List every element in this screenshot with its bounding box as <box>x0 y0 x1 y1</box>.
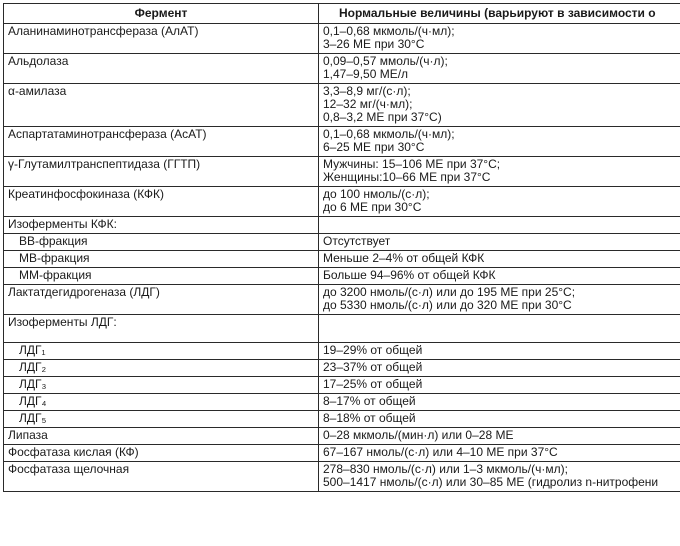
normal-value-cell <box>319 428 680 445</box>
normal-value-line: до 5330 нмоль/(с·л) или до 320 МЕ при 30°С <box>323 298 572 312</box>
normal-value-cell <box>319 187 680 217</box>
normal-value-line: 1,47–9,50 МЕ/л <box>323 67 409 81</box>
enzyme-name-cell: Липаза <box>4 428 319 445</box>
enzyme-name-cell: МВ-фракция <box>4 251 319 268</box>
normal-value-line: Меньше 2–4% от общей КФК <box>323 251 485 265</box>
normal-value-cell <box>319 157 680 187</box>
enzyme-name-cell: α-амилаза <box>4 84 319 127</box>
enzyme-name-cell: Аланинаминотрансфераза (АлАТ) <box>4 24 319 54</box>
normal-value-line: до 100 нмоль/(с·л); <box>323 187 430 201</box>
normal-value-cell <box>319 462 680 492</box>
table-row <box>4 84 680 127</box>
table-row <box>4 360 680 377</box>
normal-value-line: 500–1417 нмоль/(с·л) или 30–85 МЕ (гидролиз n-нитрофени <box>323 475 659 489</box>
normal-value-line: Отсутствует <box>323 234 391 248</box>
normal-value-cell <box>319 84 680 127</box>
enzyme-name-cell: ЛДГ₃ <box>4 377 319 394</box>
normal-value-line: до 3200 нмоль/(с·л) или до 195 МЕ при 25°С; <box>323 285 576 299</box>
header-enzyme: Фермент <box>4 4 319 24</box>
normal-value-line: 0,1–0,68 мкмоль/(ч·мл); <box>323 24 455 38</box>
enzyme-reference-table <box>3 3 680 492</box>
normal-value-line: 23–37% от общей <box>323 360 423 374</box>
normal-value-line: 3–26 МЕ при 30°С <box>323 37 425 51</box>
normal-value-cell <box>319 343 680 360</box>
normal-value-cell <box>319 285 680 315</box>
table-row <box>4 315 680 343</box>
header-normal-values: Нормальные величины (варьируют в зависимости о <box>319 4 680 24</box>
table-header-row <box>4 4 680 24</box>
normal-value-cell <box>319 360 680 377</box>
normal-value-cell <box>319 315 680 343</box>
normal-value-line: 19–29% от общей <box>323 343 423 357</box>
table-row <box>4 187 680 217</box>
table-row <box>4 462 680 492</box>
normal-value-cell <box>319 445 680 462</box>
normal-value-line: 278–830 нмоль/(с·л) или 1–3 мкмоль/(ч·мл); <box>323 462 568 476</box>
normal-value-cell <box>319 268 680 285</box>
normal-value-cell <box>319 217 680 234</box>
table-row <box>4 411 680 428</box>
normal-value-cell <box>319 54 680 84</box>
enzyme-name-cell: ЛДГ₅ <box>4 411 319 428</box>
normal-value-line: 0,8–3,2 МЕ при 37°С) <box>323 110 442 124</box>
normal-value-cell <box>319 24 680 54</box>
enzyme-name-cell: ВВ-фракция <box>4 234 319 251</box>
normal-value-cell <box>319 234 680 251</box>
table-row <box>4 217 680 234</box>
table-row <box>4 428 680 445</box>
table-row <box>4 377 680 394</box>
enzyme-name-cell: Аспартатаминотрансфераза (АсАТ) <box>4 127 319 157</box>
enzyme-name-cell: ЛДГ₄ <box>4 394 319 411</box>
normal-value-cell <box>319 127 680 157</box>
normal-value-line: 8–17% от общей <box>323 394 416 408</box>
enzyme-name-cell: ЛДГ₂ <box>4 360 319 377</box>
normal-value-line: 6–25 МЕ при 30°С <box>323 140 425 154</box>
table-row <box>4 251 680 268</box>
normal-value-cell <box>319 251 680 268</box>
table-row <box>4 157 680 187</box>
table-row <box>4 445 680 462</box>
normal-value-line: 17–25% от общей <box>323 377 423 391</box>
enzyme-name-cell: Лактатдегидрогеназа (ЛДГ) <box>4 285 319 315</box>
normal-value-line: 67–167 нмоль/(с·л) или 4–10 МЕ при 37°С <box>323 445 558 459</box>
table-row <box>4 127 680 157</box>
normal-value-line: 12–32 мг/(ч·мл); <box>323 97 413 111</box>
table-body <box>4 24 680 492</box>
table-row <box>4 285 680 315</box>
normal-value-line: 0–28 мкмоль/(мин·л) или 0–28 МЕ <box>323 428 514 442</box>
normal-value-line: 0,1–0,68 мкмоль/(ч·мл); <box>323 127 455 141</box>
table-row <box>4 24 680 54</box>
normal-value-cell <box>319 377 680 394</box>
normal-value-line: 8–18% от общей <box>323 411 416 425</box>
enzyme-name-cell: Креатинфосфокиназа (КФК) <box>4 187 319 217</box>
table-row <box>4 268 680 285</box>
table-row <box>4 343 680 360</box>
table-row <box>4 54 680 84</box>
enzyme-name-cell: Изоферменты ЛДГ: <box>4 315 319 343</box>
normal-value-line: Женщины:10–66 МЕ при 37°С <box>323 170 491 184</box>
normal-value-line: до 6 МЕ при 30°С <box>323 200 422 214</box>
enzyme-name-cell: Фосфатаза щелочная <box>4 462 319 492</box>
table-row <box>4 234 680 251</box>
enzyme-name-cell: Фосфатаза кислая (КФ) <box>4 445 319 462</box>
normal-value-line: 3,3–8,9 мг/(с·л); <box>323 84 411 98</box>
normal-value-cell <box>319 411 680 428</box>
enzyme-name-cell: Изоферменты КФК: <box>4 217 319 234</box>
normal-value-cell <box>319 394 680 411</box>
enzyme-name-cell: ЛДГ₁ <box>4 343 319 360</box>
table-row <box>4 394 680 411</box>
enzyme-name-cell: γ-Глутамилтранспептидаза (ГГТП) <box>4 157 319 187</box>
normal-value-line: Мужчины: 15–106 МЕ при 37°С; <box>323 157 501 171</box>
normal-value-line: 0,09–0,57 ммоль/(ч·л); <box>323 54 448 68</box>
enzyme-name-cell: Альдолаза <box>4 54 319 84</box>
normal-value-line: Больше 94–96% от общей КФК <box>323 268 496 282</box>
enzyme-name-cell: ММ-фракция <box>4 268 319 285</box>
